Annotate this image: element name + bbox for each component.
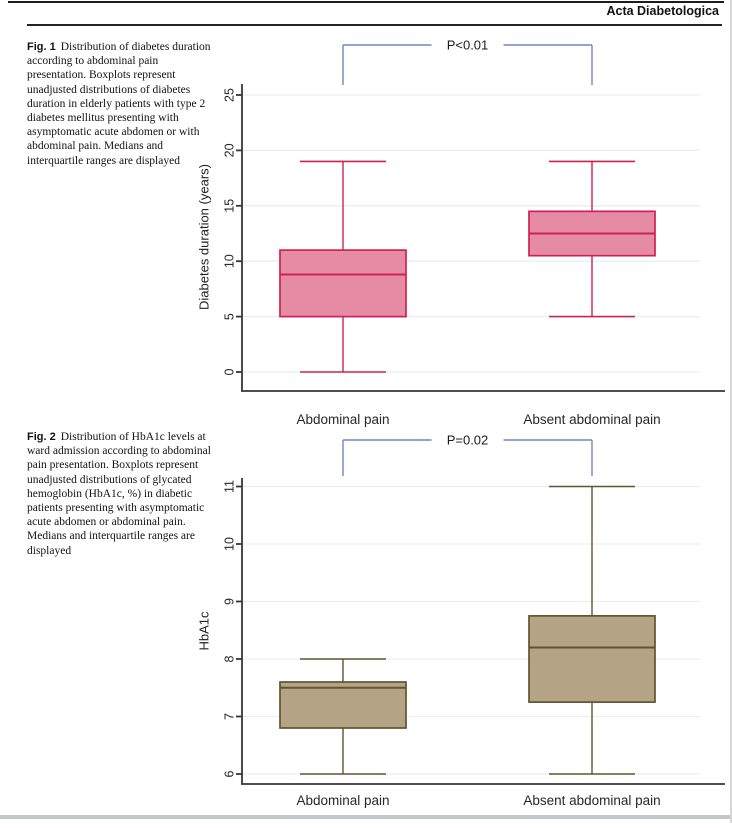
iqr-box [529, 616, 655, 702]
x-category-label: Absent abdominal pain [523, 412, 661, 427]
p-value-label: P=0.02 [446, 432, 489, 448]
diabetes-duration-boxplot-svg [222, 32, 732, 445]
hba1c-boxplot-svg [222, 425, 732, 823]
header-rule [27, 24, 722, 26]
y-tick-label: 8 [222, 655, 237, 663]
y-tick-label: 11 [222, 480, 237, 493]
page-top-rule [8, 1, 724, 3]
figure2-caption [27, 430, 213, 558]
boxplot-group-abdominal-pain [280, 161, 406, 372]
figure1-label: Fig. 1 [27, 41, 56, 53]
x-category-label: Abdominal pain [296, 793, 390, 808]
y-tick-label: 7 [222, 713, 237, 720]
figure1-y-axis-title: Diabetes duration (years) [196, 164, 212, 310]
y-tick-label: 0 [222, 368, 237, 376]
figure2-caption-text: Distribution of HbA1c levels at ward admission according to abdominal pain presentation. Boxplots represent unadjusted distributions of glycated hemoglobin (HbA1c, %) in diabetic patients presenting with asymptomatic acute abdomen or abdominal pain. Medians and interquartile ranges are displayed [27, 431, 211, 557]
boxplot-group-absent-abdominal-pain [529, 161, 655, 316]
figure2-y-axis-title: HbA1c [196, 611, 212, 651]
x-category-label: Abdominal pain [296, 412, 390, 427]
y-tick-label: 20 [222, 143, 237, 158]
y-tick-label: 10 [222, 537, 237, 551]
boxplot-group-abdominal-pain [280, 659, 406, 774]
y-tick-label: 5 [222, 313, 237, 321]
p-value-label: P<0.01 [446, 37, 489, 53]
journal-title: Acta Diabetologica [606, 4, 719, 18]
y-tick-label: 6 [222, 770, 237, 778]
figure1-caption [27, 40, 213, 168]
x-category-label: Absent abdominal pain [523, 793, 661, 808]
y-tick-label: 10 [222, 254, 237, 269]
y-tick-label: 15 [222, 198, 237, 213]
iqr-box [280, 682, 406, 728]
iqr-box [280, 250, 406, 316]
figure1-boxplot-chart [222, 32, 732, 445]
page-bottom-edge [0, 815, 732, 819]
figure1-caption-text: Distribution of diabetes duration according to abdominal pain presentation. Boxplots represent unadjusted distributions of diabetes duration in elderly patients with type 2 diabetes mellitus presenting with asymptomatic acute abdomen or with abdominal pain. Medians and interquartile ranges are displayed [27, 41, 211, 167]
boxplot-group-absent-abdominal-pain [529, 487, 655, 775]
y-tick-label: 25 [222, 88, 237, 102]
y-tick-label: 9 [222, 598, 237, 605]
figure2-label: Fig. 2 [27, 431, 56, 443]
figure2-boxplot-chart [222, 425, 732, 823]
